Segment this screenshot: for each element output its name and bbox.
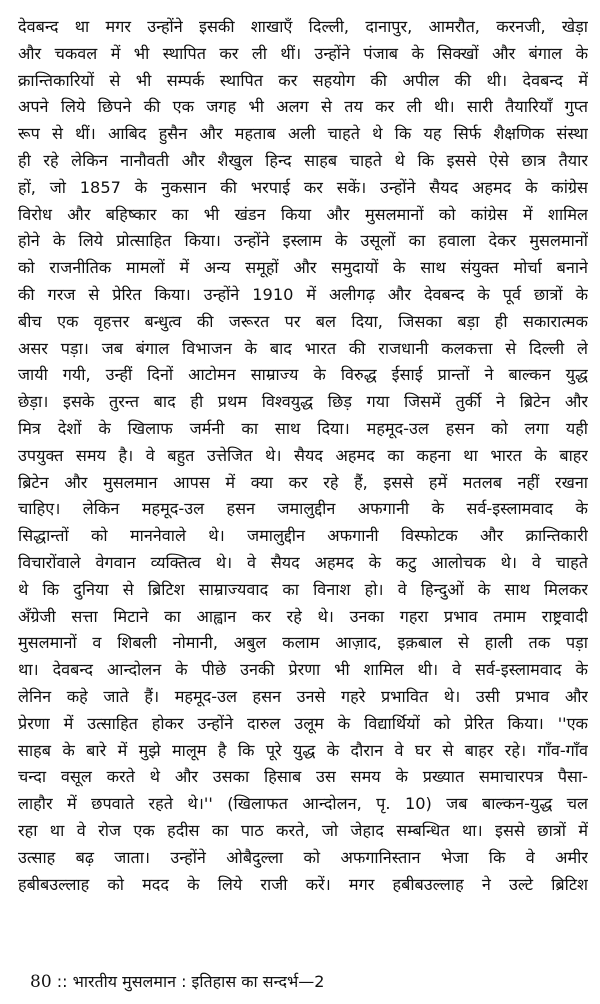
- text-line: साहब के बारे में मुझे मालूम है कि पूरे युद्ध के दौरान वे घर से बाहर रहे। गाँव-गाँव: [18, 740, 588, 760]
- text-line: असर पड़ा। जब बंगाल विभाजन के बाद भारत की राजधानी कलकत्ता से दिल्ली ले: [18, 338, 588, 358]
- text-line: हों, जो 1857 के नुकसान की भरपाई कर सकें। उन्होंने सैयद अहमद के कांग्रेस: [18, 177, 588, 197]
- text-line: प्रेरणा में उत्साहित होकर उन्होंने दारुल उलूम के विद्यार्थियों को प्रेरित किया। ''एक: [18, 713, 588, 733]
- text-line: उपयुक्त समय है। वे बहुत उत्तेजित थे। सैयद अहमद का कहना था भारत के बाहर: [18, 445, 588, 465]
- text-line: विचारोंवाले वेगवान व्यक्तित्व थे। वे सैयद अहमद के कटु आलोचक थे। वे चाहते: [18, 552, 588, 572]
- text-line: क्रान्तिकारियों से भी सम्पर्क स्थापित कर सहयोग की अपील की थी। देवबन्द में: [18, 70, 588, 90]
- text-line: जायी गयी, उन्हीं दिनों आटोमन साम्राज्य के विरुद्ध ईसाई प्रान्तों ने बाल्कन युद्ध: [18, 365, 588, 385]
- text-line: मुसलमानों व शिबली नोमानी, अबुल कलाम आज़ाद, इक़बाल से हाली तक पड़ा: [18, 633, 588, 653]
- page-footer: [30, 972, 324, 992]
- text-line: और चकवल में भी स्थापित कर ली थीं। उन्होंने पंजाब के सिक्खों और बंगाल के: [18, 43, 588, 63]
- text-line: देवबन्द था मगर उन्होंने इसकी शाखाएँ दिल्ली, दानापुर, आमरौत, करनजी, खेड़ा: [18, 17, 588, 36]
- text-line: अपने लिये छिपने की एक जगह भी अलग से तय कर ली थी। सारी तैयारियाँ गुप्त: [18, 97, 588, 117]
- text-line: विरोध और बहिष्कार का भी खंडन किया और मुसलमानों को कांग्रेस में शामिल: [18, 204, 588, 224]
- text-line: चन्दा वसूल करते थे और उसका हिसाब उस समय के प्रख्यात समाचारपत्र पैसा-: [18, 767, 588, 787]
- body-text: [18, 14, 588, 898]
- text-line: उत्साह बढ़ जाता। उन्होंने ओबैदुल्ला को अफगानिस्तान भेजा कि वे अमीर: [18, 847, 588, 867]
- text-line: ही रहे लेकिन नानौवती और शैखुल हिन्द साहब चाहते थे कि इससे ऐसे छात्र तैयार: [18, 150, 588, 170]
- text-line: होने के लिये प्रोत्साहित किया। उन्होंने इस्लाम के उसूलों का हवाला देकर मुसलमानों: [18, 231, 588, 251]
- text-line: चाहिए। लेकिन महमूद-उल हसन जमालुद्दीन अफगानी के सर्व-इस्लामवाद के: [18, 499, 588, 519]
- text-line: था। देवबन्द आन्दोलन के पीछे उनकी प्रेरणा भी शामिल थी। वे सर्व-इस्लामवाद के: [18, 660, 588, 680]
- text-line: ब्रिटेन और मुसलमान आपस में क्या कर रहे हैं, इससे हमें मतलब नहीं रखना: [18, 472, 588, 492]
- running-title: भारतीय मुसलमान : इतिहास का सन्दर्भ—2: [72, 972, 325, 991]
- text-line: रहा था वे रोज एक हदीस का पाठ करते, जो जेहाद सम्बन्धित था। इससे छात्रों में: [18, 820, 588, 840]
- text-line: सिद्धान्तों को माननेवाले थे। जमालुद्दीन अफगानी विस्फोटक और क्रान्तिकारी: [18, 526, 588, 546]
- text-line: की गरज से प्रेरित किया। उन्होंने 1910 में अलीगढ़ और देवबन्द के पूर्व छात्रों के: [18, 284, 588, 304]
- footer-separator: ::: [56, 972, 68, 991]
- text-line: अँग्रेजी सत्ता मिटाने का आह्वान कर रहे थे। उनका गहरा प्रभाव तमाम राष्ट्रवादी: [18, 606, 588, 626]
- text-line: छेड़ा। इसके तुरन्त बाद ही प्रथम विश्वयुद्ध छिड़ गया जिसमें तुर्की ने ब्रिटेन और: [18, 392, 588, 412]
- text-line: मित्र देशों के खिलाफ जर्मनी का साथ दिया। महमूद-उल हसन को लगा यही: [18, 418, 588, 438]
- text-line: हबीबउल्लाह को मदद के लिये राजी करें। मगर हबीबउल्लाह ने उल्टे ब्रिटिश: [18, 874, 588, 894]
- text-line: बीच एक वृहत्तर बन्धुत्व की जरूरत पर बल दिया, जिसका बड़ा ही सकारात्मक: [18, 311, 588, 331]
- page-number: 80: [30, 972, 52, 992]
- text-line: लाहौर में छपवाते रहते थे।'' (खिलाफत आन्दोलन, पृ. 10) जब बाल्कन-युद्ध चल: [18, 794, 588, 814]
- text-line: रूप से थीं। आबिद हुसैन और महताब अली चाहते थे कि यह सिर्फ शैक्षणिक संस्था: [18, 124, 588, 144]
- text-line: लेनिन कहे जाते हैं। महमूद-उल हसन उनसे गहरे प्रभावित थे। उसी प्रभाव और: [18, 686, 588, 706]
- text-line: को राजनीतिक मामलों में अन्य समूहों और समुदायों के साथ संयुक्त मोर्चा बनाने: [18, 258, 588, 278]
- text-line: थे कि दुनिया से ब्रिटिश साम्राज्यवाद का विनाश हो। वे हिन्दुओं के साथ मिलकर: [18, 579, 588, 599]
